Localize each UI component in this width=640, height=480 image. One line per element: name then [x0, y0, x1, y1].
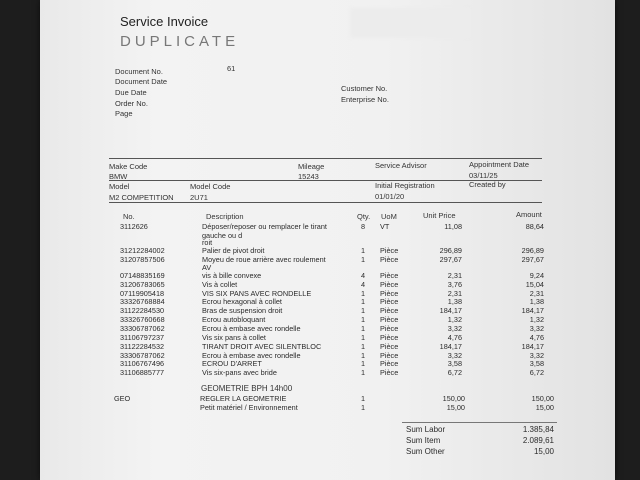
invoice-duplicate-label: DUPLICATE	[120, 33, 240, 50]
row-uom: Pièce	[380, 271, 399, 280]
row-unit-price: 2,31	[447, 271, 462, 280]
make-code-label: Make Code	[109, 162, 148, 171]
row-amount: 184,17	[521, 306, 544, 315]
table-row	[40, 280, 615, 289]
row-description: Ecrou à embase avec rondelle	[202, 351, 301, 360]
col-header-qty: Qty.	[357, 212, 371, 221]
row-quantity: 1	[360, 342, 366, 351]
row-part-number: 31207857506	[120, 255, 165, 264]
row-amount: 297,67	[521, 255, 544, 264]
row-uom: Pièce	[380, 342, 399, 351]
row-amount: 3,32	[529, 351, 544, 360]
row-uom: Pièce	[380, 333, 399, 342]
redacted-area	[350, 8, 470, 38]
model-label: Model	[109, 182, 130, 191]
row-uom: Pièce	[380, 368, 399, 377]
row-description: roit	[202, 238, 213, 247]
table-row	[40, 271, 615, 280]
row-part-number: 31212284002	[120, 246, 165, 255]
row-amount: 3,58	[529, 359, 544, 368]
customer-no-label: Customer No.	[341, 84, 388, 93]
labor-quantity: 1	[360, 394, 366, 403]
row-amount: 1,38	[529, 297, 544, 306]
table-row	[40, 342, 615, 351]
row-description: Déposer/reposer ou remplacer le tirant	[202, 222, 327, 231]
row-unit-price: 296,89	[439, 246, 462, 255]
model-value: M2 COMPETITION	[109, 193, 174, 202]
total-row	[40, 425, 615, 434]
row-description: vis à bille convexe	[202, 271, 262, 280]
row-unit-price: 3,76	[447, 280, 462, 289]
row-part-number: 07119905418	[120, 289, 165, 298]
row-unit-price: 297,67	[439, 255, 462, 264]
table-row	[40, 333, 615, 342]
section-title: GEOMETRIE BPH 14h00	[201, 384, 293, 393]
row-unit-price: 1,32	[447, 315, 462, 324]
row-quantity: 8	[360, 222, 366, 231]
row-description: Ecrou à embase avec rondelle	[202, 324, 301, 333]
row-amount: 2,31	[529, 289, 544, 298]
page-label: Page	[115, 109, 133, 118]
table-row	[40, 246, 615, 255]
col-header-unit-price: Unit Price	[423, 211, 456, 220]
table-row	[40, 306, 615, 315]
total-value: 15,00	[533, 447, 554, 456]
labor-description: Petit matériel / Environnement	[200, 403, 298, 412]
col-header-description: Description	[206, 212, 244, 221]
row-uom: Pièce	[380, 324, 399, 333]
row-description: VIS SIX PANS AVEC RONDELLE	[202, 289, 312, 298]
row-description: Vis à collet	[202, 280, 238, 289]
col-header-no: No.	[123, 212, 135, 221]
row-quantity: 1	[360, 333, 366, 342]
row-part-number: 07148835169	[120, 271, 165, 280]
row-uom: Pièce	[380, 315, 399, 324]
row-description: TIRANT DROIT AVEC SILENTBLOC	[202, 342, 322, 351]
row-description: Palier de pivot droit	[202, 246, 265, 255]
row-amount: 4,76	[529, 333, 544, 342]
row-uom: Pièce	[380, 306, 399, 315]
row-unit-price: 1,38	[447, 297, 462, 306]
initial-registration-label: Initial Registration	[375, 181, 435, 190]
total-value: 1.385,84	[522, 425, 554, 434]
document-date-label: Document Date	[115, 77, 168, 86]
labor-amount: 150,00	[531, 394, 554, 403]
row-unit-price: 11,08	[444, 222, 462, 231]
row-amount: 3,32	[529, 324, 544, 333]
row-part-number: 31122284530	[120, 306, 165, 315]
row-quantity: 1	[360, 246, 366, 255]
labor-unit-price: 15,00	[446, 403, 465, 412]
row-unit-price: 3,32	[447, 351, 462, 360]
appointment-date-label: Appointment Date	[469, 160, 530, 169]
row-amount: 9,24	[529, 271, 544, 280]
row-description: Vis six pans à collet	[202, 333, 266, 342]
row-unit-price: 184,17	[439, 342, 462, 351]
table-row	[40, 368, 615, 377]
row-description: gauche ou d	[202, 231, 243, 240]
row-unit-price: 184,17	[439, 306, 462, 315]
due-date-label: Due Date	[115, 88, 147, 97]
invoice-title: Service Invoice	[120, 14, 209, 29]
row-uom: VT	[380, 222, 390, 231]
row-quantity: 1	[360, 289, 366, 298]
order-no-label: Order No.	[115, 99, 148, 108]
total-row	[40, 436, 615, 445]
row-uom: Pièce	[380, 351, 399, 360]
row-amount: 184,17	[521, 342, 544, 351]
row-description: Ecrou autobloquant	[202, 315, 266, 324]
col-header-amount: Amount	[516, 210, 542, 219]
row-description: Bras de suspension droit	[202, 306, 283, 315]
appointment-date-value: 03/11/25	[469, 171, 498, 180]
mileage-value: 15243	[298, 172, 319, 181]
labor-unit-price: 150,00	[442, 394, 465, 403]
row-unit-price: 2,31	[447, 289, 462, 298]
document-no-label: Document No.	[115, 67, 163, 76]
model-code-label: Model Code	[190, 182, 231, 191]
labor-row	[40, 403, 615, 412]
row-quantity: 1	[360, 351, 366, 360]
row-uom: Pièce	[380, 297, 399, 306]
rule-line	[402, 422, 557, 423]
service-advisor-label: Service Advisor	[375, 161, 427, 170]
row-uom: Pièce	[380, 255, 399, 264]
enterprise-no-label: Enterprise No.	[341, 95, 389, 104]
row-quantity: 1	[360, 255, 366, 264]
row-uom: Pièce	[380, 289, 399, 298]
table-row	[40, 297, 615, 306]
total-label: Sum Item	[406, 436, 441, 445]
row-part-number: 33326760668	[120, 315, 165, 324]
row-quantity: 4	[360, 280, 366, 289]
row-part-number: 3112626	[120, 222, 148, 231]
labor-quantity: 1	[360, 403, 366, 412]
row-description: AV	[202, 263, 212, 272]
row-amount: 296,89	[521, 246, 544, 255]
row-part-number: 33326768884	[120, 297, 165, 306]
row-description: Vis six-pans avec bride	[202, 368, 277, 377]
row-part-number: 31206783065	[120, 280, 165, 289]
row-quantity: 4	[360, 271, 366, 280]
row-part-number: 33306787062	[120, 324, 165, 333]
created-by-label: Created by	[469, 180, 506, 189]
row-unit-price: 4,76	[447, 333, 462, 342]
total-row	[40, 447, 615, 456]
row-uom: Pièce	[380, 246, 399, 255]
invoice-paper	[40, 0, 615, 480]
labor-amount: 15,00	[535, 403, 554, 412]
row-quantity: 1	[360, 359, 366, 368]
table-row	[40, 324, 615, 333]
mileage-label: Mileage	[298, 162, 325, 171]
row-unit-price: 6,72	[447, 368, 462, 377]
labor-code: GEO	[114, 394, 131, 403]
row-amount: 6,72	[529, 368, 544, 377]
model-code-value: 2U71	[190, 193, 208, 202]
total-label: Sum Labor	[406, 425, 446, 434]
rule-line	[109, 158, 542, 159]
table-row	[40, 315, 615, 324]
row-unit-price: 3,32	[447, 324, 462, 333]
row-amount: 1,32	[529, 315, 544, 324]
row-uom: Pièce	[380, 280, 399, 289]
row-part-number: 31106885777	[120, 368, 165, 377]
row-description: ECROU D'ARRET	[202, 359, 262, 368]
row-unit-price: 3,58	[447, 359, 462, 368]
row-quantity: 1	[360, 297, 366, 306]
row-quantity: 1	[360, 324, 366, 333]
labor-row	[40, 394, 615, 403]
row-part-number: 33306787062	[120, 351, 165, 360]
table-row	[40, 222, 615, 231]
row-quantity: 1	[360, 368, 366, 377]
col-header-uom: UoM	[381, 212, 397, 221]
row-part-number: 31106767496	[120, 359, 165, 368]
row-part-number: 31122284532	[120, 342, 165, 351]
row-quantity: 1	[360, 315, 366, 324]
row-description: Moyeu de roue arrière avec roulement	[202, 255, 326, 264]
labor-description: REGLER LA GEOMETRIE	[200, 394, 287, 403]
table-row	[40, 359, 615, 368]
make-code-value: BMW	[109, 172, 128, 181]
document-no-value: 61	[227, 64, 236, 73]
row-part-number: 31106797237	[120, 333, 165, 342]
row-amount: 88,64	[525, 222, 544, 231]
total-label: Sum Other	[406, 447, 445, 456]
row-quantity: 1	[360, 306, 366, 315]
total-value: 2.089,61	[522, 436, 554, 445]
rule-line	[109, 202, 542, 203]
row-description: Ecrou hexagonal à collet	[202, 297, 282, 306]
row-uom: Pièce	[380, 359, 399, 368]
row-amount: 15,04	[525, 280, 544, 289]
initial-registration-value: 01/01/20	[375, 192, 405, 201]
